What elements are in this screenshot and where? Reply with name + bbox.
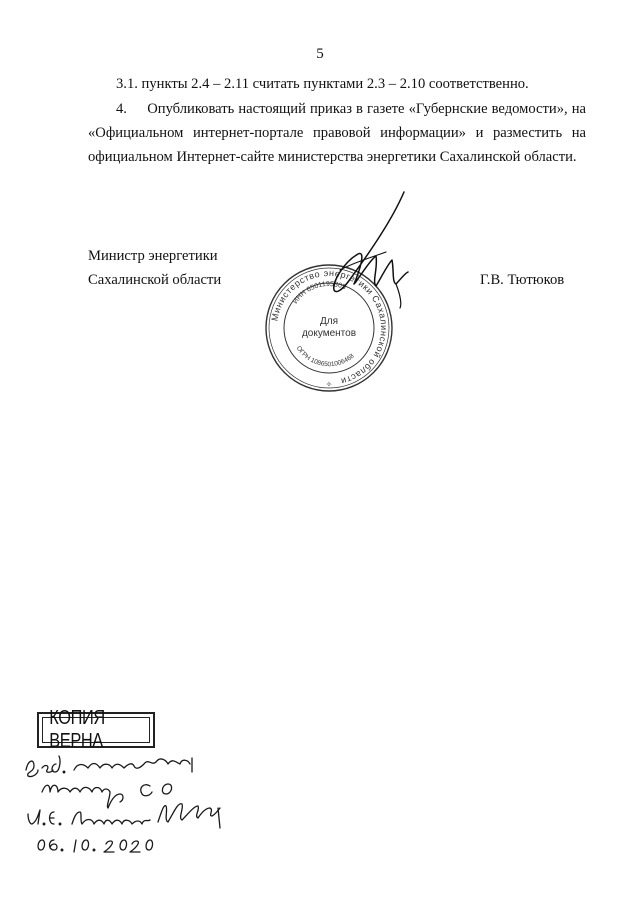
paragraph-3-1: 3.1. пункты 2.4 – 2.11 считать пунктами 2.3 – 2.10 соответственно.	[116, 76, 529, 92]
signer-title-line1: Министр энергетики	[88, 248, 218, 264]
seal-outer-text: Министерство энергетики Сахалинской области	[269, 267, 390, 387]
signer-title	[88, 244, 221, 292]
paragraph-4: 4. Опубликовать настоящий приказ в газете «Губернские ведомости», на «Официальном интернет-портале правовой информации» и разместить на официальном Интернет-сайте министерства энергетики Сахалинской области.	[88, 101, 586, 165]
seal-inn-text: ИНН 6501195305	[291, 280, 347, 306]
handwritten-certification	[22, 752, 262, 862]
minister-signature	[300, 190, 420, 310]
copy-stamp-label: КОПИЯ ВЕРНА	[49, 707, 105, 752]
page-number: 5	[316, 46, 324, 62]
seal-center-text	[264, 316, 394, 340]
seal-center-line2: документов	[301, 328, 357, 339]
copy-certified-stamp	[37, 707, 155, 752]
seal-center-line1: Для	[319, 316, 339, 327]
signer-name: Г.В. Тютюков	[480, 272, 565, 288]
signer-title-line2: Сахалинской области	[88, 272, 222, 288]
seal-star-icon: ✧	[325, 380, 333, 389]
seal-ogrn-text: ОГРН 1086501006468	[294, 344, 356, 369]
